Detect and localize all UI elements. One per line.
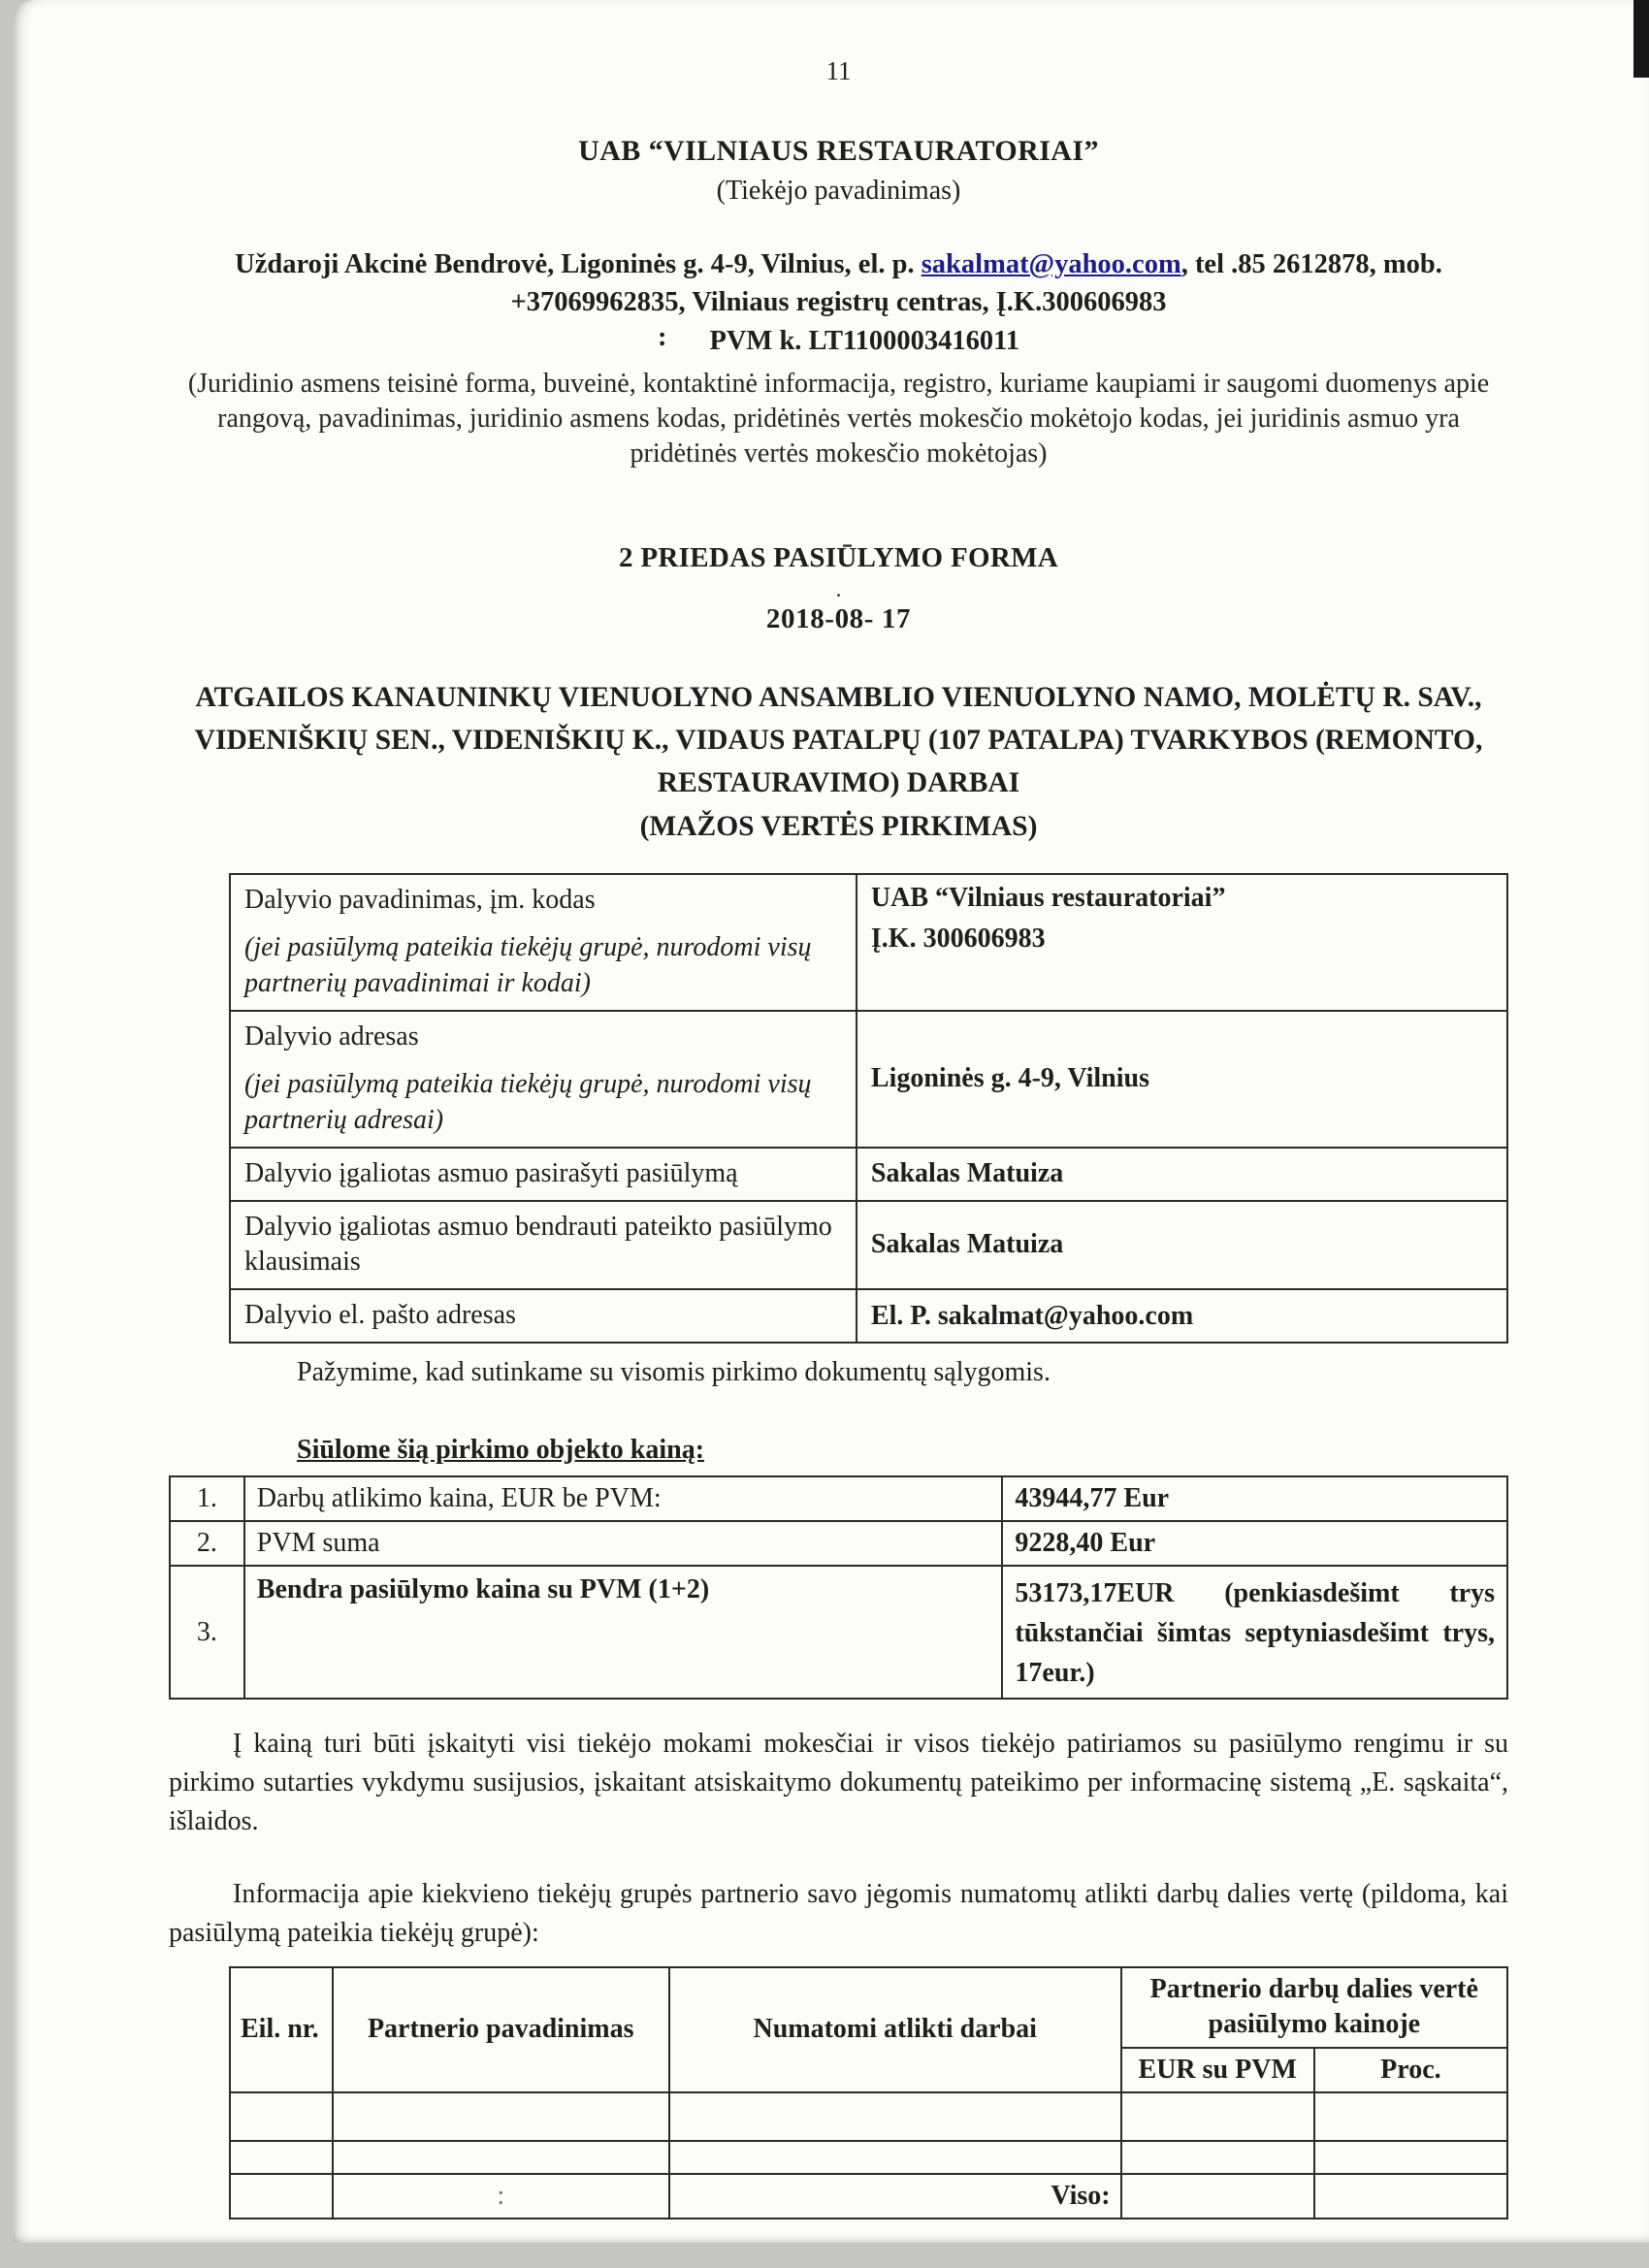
- scanned-page: [14, 0, 1649, 2243]
- email-value-cell: El. P. sakalmat@yahoo.com: [857, 1289, 1507, 1343]
- legal-form-note: (Juridinio asmens teisinė forma, buveinė, kontaktinė informacija, registro, kuriame kaupiami ir saugomi duomenys apie rangovą, pavadinimas, juridinio asmens kodas, pridėtinės vertės mokesčio mokėtojo kodas, jei juridinis asmuo yra pridėtinės vertės mokesčio mokėtojas): [187, 368, 1490, 470]
- empty-cell: [1121, 2092, 1314, 2141]
- contact-person-value-cell: Sakalas Matuiza: [857, 1201, 1507, 1290]
- partners-table: [229, 1966, 1508, 2219]
- price-value: 9228,40 Eur: [1002, 1521, 1507, 1566]
- price-value: 53173,17EUR (penkiasdešimt trys tūkstančiai šimtas septyniasdešimt trys, 17eur.): [1002, 1566, 1507, 1699]
- vat-code-line: [169, 321, 1508, 357]
- table-row: [170, 1566, 1507, 1699]
- scan-edge-artifact: [1633, 0, 1649, 78]
- row-number: 3.: [170, 1566, 244, 1699]
- row-number: 1.: [170, 1476, 244, 1521]
- col-header-eil-nr: Eil. nr.: [230, 1967, 333, 2092]
- empty-cell: [333, 2141, 669, 2174]
- price-label: Darbų atlikimo kaina, EUR be PVM:: [244, 1476, 1003, 1521]
- procurement-subject: [169, 676, 1508, 848]
- price-label: Bendra pasiūlymo kaina su PVM (1+2): [244, 1566, 1003, 1699]
- empty-cell: [333, 2092, 669, 2141]
- table-row-total: [230, 2174, 1507, 2219]
- row-label: Dalyvio el. pašto adresas: [244, 1300, 516, 1331]
- participant-table: [229, 873, 1508, 1345]
- annex-title: 2 PRIEDAS PASIŪLYMO FORMA: [619, 541, 1058, 573]
- empty-cell: [1314, 2092, 1507, 2141]
- company-contact-block: [218, 245, 1460, 322]
- table-row: [230, 1201, 1507, 1290]
- scan-artifact-dot: .: [835, 576, 842, 602]
- row-number: 2.: [170, 1521, 244, 1566]
- row-label: Dalyvio adresas: [244, 1021, 419, 1052]
- scan-artifact-colon: :: [657, 321, 667, 352]
- empty-cell: [669, 2141, 1121, 2174]
- table-row-empty: [230, 2092, 1507, 2141]
- price-section-heading: Siūlome šią pirkimo objekto kainą:: [297, 1435, 705, 1466]
- col-header-eur-vat: EUR su PVM: [1121, 2048, 1314, 2092]
- total-label: Viso:: [669, 2174, 1121, 2219]
- procurement-subject-line2: (MAŽOS VERTĖS PIRKIMAS): [639, 810, 1038, 842]
- empty-cell: [1314, 2141, 1507, 2174]
- scan-artifact-mark: :: [333, 2174, 669, 2219]
- company-title: UAB “VILNIAUS RESTAURATORIAI”: [578, 135, 1099, 167]
- empty-cell: [230, 2141, 333, 2174]
- document-date: 2018-08- 17: [765, 602, 912, 634]
- agreement-statement: Pažymime, kad sutinkame su visomis pirkimo dokumentų sąlygomis.: [297, 1357, 1051, 1388]
- empty-cell: [1314, 2174, 1507, 2219]
- contact-text-before: Uždaroji Akcinė Bendrovė, Ligoninės g. 4-9, Vilnius, el. p.: [235, 249, 922, 279]
- table-row: [170, 1476, 1507, 1521]
- price-value: 43944,77 Eur: [1002, 1476, 1507, 1521]
- page-content: [169, 0, 1508, 2219]
- page-number: 11: [825, 56, 852, 85]
- authorized-signer-value-cell: Sakalas Matuiza: [857, 1148, 1507, 1201]
- empty-cell: [230, 2092, 333, 2141]
- table-row: [230, 1148, 1507, 1201]
- table-row: [230, 1011, 1507, 1148]
- contact-person-label-cell: [230, 1201, 857, 1290]
- participant-code-value: Į.K. 300606983: [870, 923, 1046, 954]
- participant-address-value-cell: Ligoninės g. 4-9, Vilnius: [857, 1011, 1507, 1148]
- empty-cell: [230, 2174, 333, 2219]
- col-header-partner-name: Partnerio pavadinimas: [333, 1967, 669, 2092]
- contact-text-after: , tel .85 2612878, mob. +37069962835, Vilniaus registrų centras, Į.K.300606983: [510, 249, 1442, 318]
- col-header-percent: Proc.: [1314, 2048, 1507, 2092]
- procurement-subject-line1: ATGAILOS KANAUNINKŲ VIENUOLYNO ANSAMBLIO VIENUOLYNO NAMO, MOLĖTŲ R. SAV., VIDENIŠKIŲ SEN., VIDENIŠKIŲ K., VIDAUS PATALPŲ (107 PATALPA) TVARKYBOS (REMONTO, RESTAURAVIMO) DARBAI: [194, 681, 1483, 799]
- row-label-note: (jei pasiūlymą pateikia tiekėjų grupė, nurodomi visų partnerių pavadinimai ir kodai): [244, 931, 812, 998]
- col-header-planned-works: Numatomi atlikti darbai: [669, 1967, 1121, 2092]
- row-label: Dalyvio pavadinimas, įm. kodas: [244, 884, 596, 915]
- col-header-partner-share: Partnerio darbų dalies vertė pasiūlymo kainoje: [1121, 1967, 1507, 2048]
- empty-cell: [669, 2092, 1121, 2141]
- row-label-note: (jei pasiūlymą pateikia tiekėjų grupė, nurodomi visų partnerių adresai): [244, 1068, 812, 1135]
- table-row: [170, 1521, 1507, 1566]
- empty-cell: [1121, 2141, 1314, 2174]
- email-link[interactable]: sakalmat@yahoo.com: [921, 249, 1181, 279]
- participant-name-value: UAB “Vilniaus restauratoriai”: [870, 882, 1226, 913]
- authorized-signer-label-cell: [230, 1148, 857, 1201]
- price-table: [169, 1475, 1508, 1700]
- empty-cell: [1121, 2174, 1314, 2219]
- table-header-row: [230, 1967, 1507, 2048]
- email-label-cell: [230, 1289, 857, 1343]
- partners-info-paragraph: Informacija apie kiekvieno tiekėjų grupės partnerio savo jėgomis numatomų atlikti darbų dalies vertę (pildoma, kai pasiūlymą pateikia tiekėjų grupė):: [169, 1879, 1508, 1949]
- row-label: Dalyvio įgaliotas asmuo bendrauti pateikto pasiūlymo klausimais: [244, 1211, 832, 1278]
- participant-name-label-cell: [230, 874, 857, 1011]
- price-label: PVM suma: [244, 1521, 1003, 1566]
- vat-code-text: PVM k. LT1100003416011: [709, 325, 1020, 356]
- costs-note-paragraph: Į kainą turi būti įskaityti visi tiekėjo mokami mokesčiai ir visos tiekėjo patiriamos su pasiūlymo rengimu ir su pirkimo sutarties vykdymu susijusios, įskaitant atsiskaitymo dokumentų pateikimo per informacinę sistemą „E. sąskaita“, išlaidos.: [169, 1729, 1508, 1836]
- participant-name-value-cell: [857, 874, 1507, 1011]
- participant-address-label-cell: [230, 1011, 857, 1148]
- company-title-note: (Tiekėjo pavadinimas): [716, 176, 961, 206]
- row-label: Dalyvio įgaliotas asmuo pasirašyti pasiūlymą: [244, 1157, 738, 1188]
- table-row-empty: [230, 2141, 1507, 2174]
- table-row: [230, 874, 1507, 1011]
- table-row: [230, 1289, 1507, 1343]
